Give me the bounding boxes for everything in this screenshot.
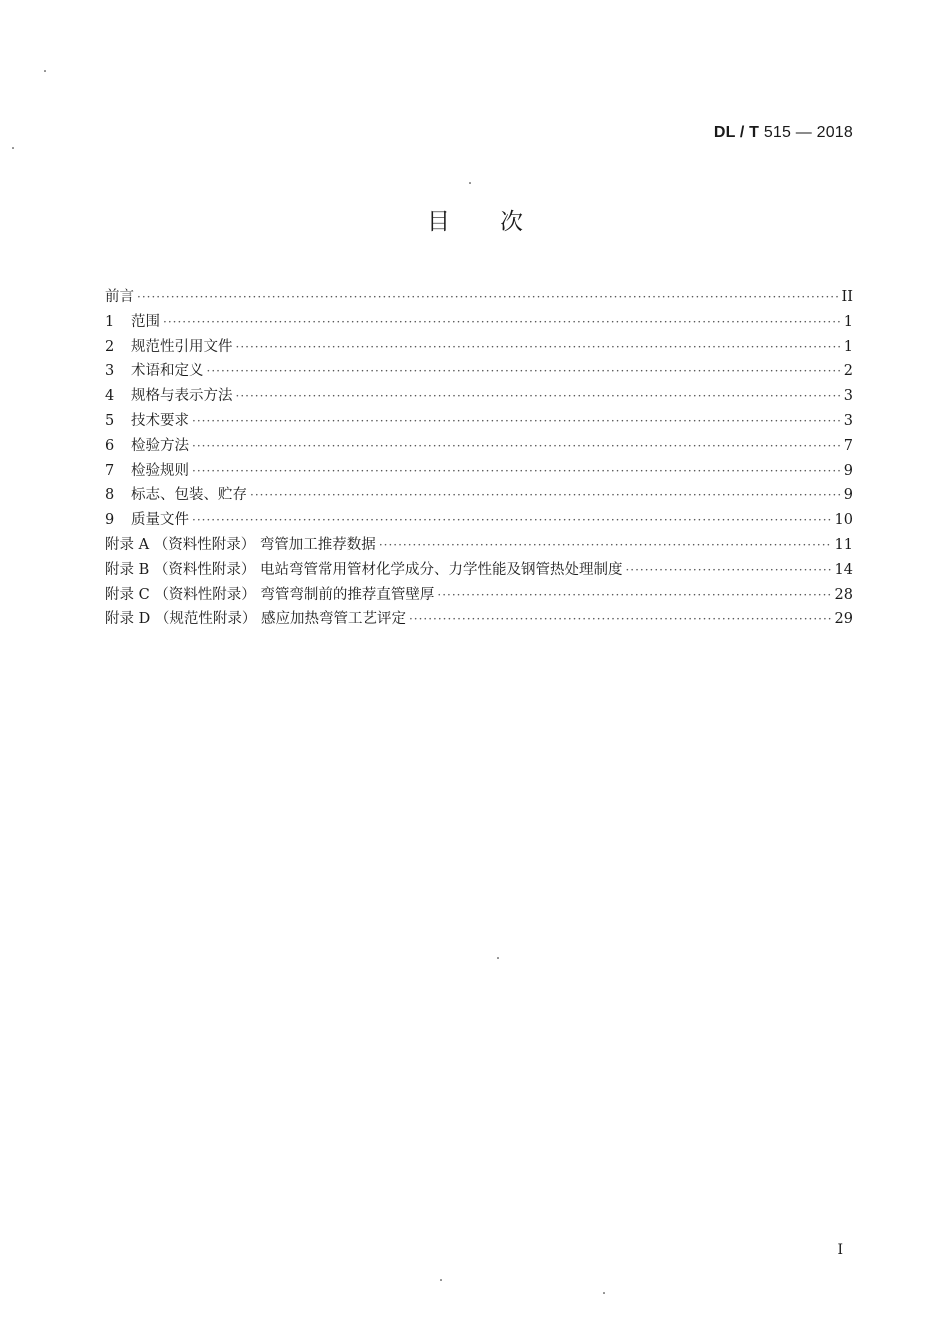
toc-dot-leader — [192, 414, 841, 428]
toc-entry-number: 8 — [105, 487, 115, 504]
scan-speck — [44, 70, 46, 72]
scan-speck — [469, 182, 471, 184]
toc-entry-number: 5 — [105, 412, 115, 429]
toc-dot-leader — [137, 290, 839, 304]
toc-dot-leader — [236, 389, 841, 403]
toc-entry[interactable] — [105, 483, 853, 508]
toc-entry-label: 术语和定义 — [131, 363, 204, 380]
table-of-contents — [105, 285, 853, 632]
toc-entry-page: 11 — [834, 536, 853, 553]
toc-entry[interactable] — [105, 434, 853, 459]
scan-speck — [12, 147, 14, 149]
toc-entry[interactable] — [105, 335, 853, 360]
toc-dot-leader — [163, 315, 841, 329]
toc-entry-label: 弯管加工推荐数据 — [259, 536, 376, 553]
toc-entry-appendix-prefix: 附录 C （资料性附录） — [105, 586, 261, 603]
toc-dot-leader — [625, 563, 831, 577]
document-code — [714, 124, 853, 142]
toc-entry-number: 7 — [105, 462, 115, 479]
document-code-prefix: DL / T — [713, 124, 760, 141]
toc-entry-label: 检验方法 — [131, 437, 189, 454]
scan-speck — [497, 957, 499, 959]
toc-entry-page: 14 — [834, 561, 853, 578]
document-code-number: 515 — 2018 — [759, 124, 853, 141]
scan-speck — [603, 1292, 605, 1294]
toc-entry-page: 7 — [843, 437, 853, 454]
page-title: 目次 — [427, 209, 573, 235]
toc-dot-leader — [192, 513, 832, 527]
toc-entry-appendix-prefix: 附录 D （规范性附录） — [105, 611, 261, 628]
toc-dot-leader — [192, 439, 841, 453]
toc-entry[interactable] — [105, 384, 853, 409]
toc-entry-label: 感应加热弯管工艺评定 — [260, 611, 406, 628]
toc-dot-leader — [207, 364, 841, 378]
toc-entry[interactable] — [105, 409, 853, 434]
toc-entry-label: 前言 — [105, 289, 134, 305]
toc-entry-page: 3 — [843, 412, 853, 429]
toc-entry-page: 1 — [843, 338, 853, 355]
toc-entry-label: 规范性引用文件 — [131, 338, 233, 355]
toc-entry[interactable] — [105, 359, 853, 384]
toc-dot-leader — [437, 588, 831, 602]
toc-entry-number: 3 — [105, 363, 115, 380]
toc-entry-number: 4 — [105, 388, 115, 405]
toc-entry-number: 9 — [105, 512, 115, 529]
toc-entry[interactable] — [105, 310, 853, 335]
toc-entry-page: II — [841, 289, 853, 305]
toc-entry[interactable] — [105, 285, 853, 310]
scan-speck — [440, 1279, 442, 1281]
toc-entry[interactable] — [105, 533, 853, 558]
toc-dot-leader — [192, 464, 841, 478]
toc-entry-page: 1 — [843, 313, 853, 330]
toc-entry-label: 标志、包装、贮存 — [131, 487, 247, 504]
toc-entry[interactable] — [105, 607, 853, 632]
toc-entry-label: 规格与表示方法 — [131, 388, 233, 405]
toc-entry-number: 1 — [105, 313, 115, 330]
toc-entry-label: 范围 — [131, 313, 160, 330]
toc-entry-label: 技术要求 — [131, 412, 189, 429]
toc-entry-page: 9 — [843, 487, 853, 504]
toc-entry[interactable] — [105, 459, 853, 484]
toc-dot-leader — [236, 340, 841, 354]
toc-entry-label: 弯管弯制前的推荐直管壁厚 — [260, 586, 435, 603]
toc-dot-leader — [409, 612, 832, 626]
toc-entry-page: 29 — [834, 611, 853, 628]
toc-dot-leader — [379, 538, 832, 552]
toc-entry-page: 2 — [843, 363, 853, 380]
toc-entry-label: 电站弯管常用管材化学成分、力学性能及钢管热处理制度 — [259, 561, 623, 578]
page-number: I — [837, 1242, 843, 1258]
toc-entry[interactable] — [105, 508, 853, 533]
toc-dot-leader — [250, 488, 841, 502]
toc-entry-page: 9 — [843, 462, 853, 479]
toc-entry[interactable] — [105, 583, 853, 608]
toc-entry-label: 质量文件 — [131, 512, 189, 529]
toc-entry-page: 28 — [834, 586, 853, 603]
toc-entry-number: 2 — [105, 338, 115, 355]
toc-entry-appendix-prefix: 附录 A （资料性附录） — [105, 536, 260, 553]
toc-entry-page: 10 — [834, 512, 853, 529]
toc-entry-page: 3 — [843, 388, 853, 405]
toc-entry-appendix-prefix: 附录 B （资料性附录） — [105, 561, 260, 578]
toc-entry-number: 6 — [105, 437, 115, 454]
toc-entry-label: 检验规则 — [131, 462, 189, 479]
toc-entry[interactable] — [105, 558, 853, 583]
